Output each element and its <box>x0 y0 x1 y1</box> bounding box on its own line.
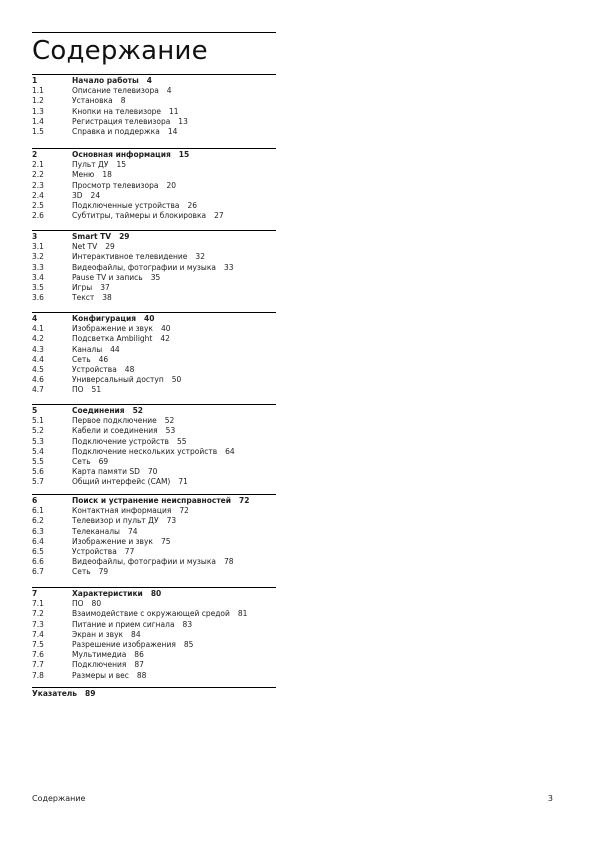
toc-entry[interactable] <box>32 416 276 426</box>
entry-title-line <box>72 547 276 557</box>
toc-chapter-entry[interactable] <box>32 76 276 86</box>
entry-title: Net TV <box>72 242 98 252</box>
chapter-title-line <box>72 232 276 242</box>
toc-chapter-entry[interactable] <box>32 406 276 416</box>
entry-number: 4.6 <box>32 375 44 385</box>
entry-number: 3.1 <box>32 242 44 252</box>
toc-entry[interactable] <box>32 506 276 516</box>
toc-section <box>32 230 276 303</box>
entry-page: 37 <box>100 282 110 292</box>
entry-page: 50 <box>171 375 182 385</box>
entry-title: Взаимодействие с окружающей средой <box>72 609 230 619</box>
toc-entry[interactable] <box>32 609 276 619</box>
entry-title-line <box>72 620 276 630</box>
entry-number: 6.3 <box>32 526 44 536</box>
toc-entry[interactable] <box>32 355 276 365</box>
entry-number: 6.4 <box>32 536 44 546</box>
entry-title-line <box>72 365 276 375</box>
entry-title-line <box>72 640 276 650</box>
entry-number: 7.4 <box>32 629 44 639</box>
toc-entry[interactable] <box>32 557 276 567</box>
entry-number: 2.4 <box>32 190 44 200</box>
entry-number: 3.3 <box>32 262 44 272</box>
entry-page: 35 <box>150 272 161 282</box>
toc-entry[interactable] <box>32 477 276 487</box>
entry-title-line <box>72 516 276 526</box>
entry-title: Кабели и соединения <box>72 426 158 436</box>
entry-page: 64 <box>225 446 235 456</box>
toc-entry[interactable] <box>32 567 276 577</box>
entry-title-line <box>72 567 276 577</box>
entry-number: 4.1 <box>32 324 44 334</box>
entry-title: Подключения <box>72 660 127 670</box>
index-page: 89 <box>85 689 96 698</box>
entry-title-line <box>72 345 276 355</box>
entry-title: ПО <box>72 385 84 395</box>
toc-index-entry[interactable] <box>32 687 276 699</box>
entry-number: 5.2 <box>32 426 44 436</box>
toc-entry[interactable] <box>32 107 276 117</box>
entry-title-line <box>72 96 276 106</box>
toc-entry[interactable] <box>32 426 276 436</box>
entry-page: 40 <box>160 324 171 334</box>
chapter-number: 6 <box>32 496 38 505</box>
chapter-page: 80 <box>150 589 162 598</box>
entry-title: Pause TV и запись <box>72 272 143 282</box>
entry-title: Кнопки на телевизоре <box>72 106 162 116</box>
entry-number: 1.4 <box>32 116 44 126</box>
entry-page: 77 <box>124 546 135 556</box>
toc-entry[interactable] <box>32 457 276 467</box>
toc-entry[interactable] <box>32 660 276 670</box>
entry-title-line <box>72 273 276 283</box>
entry-page: 46 <box>98 354 109 364</box>
entry-page: 44 <box>110 344 120 354</box>
chapter-page: 4 <box>146 76 152 85</box>
toc-entry[interactable] <box>32 671 276 681</box>
entry-title-line <box>72 107 276 117</box>
entry-number: 1.3 <box>32 106 44 116</box>
entry-page: 75 <box>160 536 171 546</box>
chapter-number: 1 <box>32 76 38 85</box>
entry-page: 88 <box>136 670 147 680</box>
toc-entry[interactable] <box>32 447 276 457</box>
entry-title-line <box>72 457 276 467</box>
entry-title: Справка и поддержка <box>72 126 160 136</box>
toc-entry[interactable] <box>32 86 276 96</box>
entry-title-line <box>72 477 276 487</box>
entry-number: 1.1 <box>32 86 44 96</box>
entry-title-line <box>72 671 276 681</box>
entry-page: 86 <box>134 650 144 660</box>
toc-entry[interactable] <box>32 375 276 385</box>
chapter-title: Характеристики <box>72 589 143 598</box>
toc-entry[interactable] <box>32 537 276 547</box>
entry-title-line <box>72 334 276 344</box>
toc-section <box>32 312 276 396</box>
chapter-title: Основная информация <box>72 150 171 159</box>
toc-entry[interactable] <box>32 283 276 293</box>
entry-number: 5.5 <box>32 456 44 466</box>
chapter-title-line <box>72 496 276 506</box>
entry-number: 1.5 <box>32 126 44 136</box>
chapter-title: Начало работы <box>72 76 139 85</box>
entry-page: 15 <box>116 160 127 170</box>
toc-entry[interactable] <box>32 630 276 640</box>
entry-title-line <box>72 181 276 191</box>
entry-number: 7.5 <box>32 639 44 649</box>
chapter-title-line <box>72 150 276 160</box>
entry-page: 72 <box>179 506 189 516</box>
toc-entry[interactable] <box>32 242 276 252</box>
entry-title-line <box>72 447 276 457</box>
entry-title-line <box>72 385 276 395</box>
chapter-number: 5 <box>32 406 38 415</box>
chapter-page: 15 <box>178 150 190 159</box>
toc-section <box>32 148 276 221</box>
entry-title: Подсветка Ambilight <box>72 334 153 344</box>
chapter-title-line <box>72 314 276 324</box>
toc-entry[interactable] <box>32 160 276 170</box>
entry-title: Устройства <box>72 546 117 556</box>
entry-title: Меню <box>72 170 95 180</box>
entry-title-line <box>72 630 276 640</box>
entry-number: 2.6 <box>32 211 44 221</box>
entry-number: 5.1 <box>32 416 44 426</box>
entry-page: 81 <box>237 609 248 619</box>
footer-label: Содержание <box>32 794 86 803</box>
entry-page: 20 <box>166 180 177 190</box>
entry-number: 4.5 <box>32 364 44 374</box>
entry-page: 51 <box>91 385 102 395</box>
entry-page: 26 <box>187 200 198 210</box>
entry-title-line <box>72 86 276 96</box>
chapter-title-line <box>72 406 276 416</box>
entry-number: 6.2 <box>32 516 44 526</box>
entry-title-line <box>72 537 276 547</box>
toc-entry[interactable] <box>32 96 276 106</box>
entry-title-line <box>72 127 276 137</box>
entry-page: 80 <box>91 599 102 609</box>
toc-chapter-entry[interactable] <box>32 496 276 506</box>
entry-page: 48 <box>124 364 135 374</box>
entry-page: 14 <box>167 126 178 136</box>
entry-title: Общий интерфейс (CAM) <box>72 477 171 487</box>
entry-title-line <box>72 324 276 334</box>
entry-title-line <box>72 416 276 426</box>
toc-entry[interactable] <box>32 437 276 447</box>
entry-page: 55 <box>176 436 187 446</box>
entry-title: Текст <box>72 293 95 303</box>
entry-title: Игры <box>72 282 93 292</box>
toc-entry[interactable] <box>32 211 276 221</box>
entry-title: Подключение нескольких устройств <box>72 446 218 456</box>
entry-title-line <box>72 283 276 293</box>
entry-page: 71 <box>178 477 188 487</box>
entry-number: 7.8 <box>32 670 44 680</box>
entry-title: Размеры и вес <box>72 670 129 680</box>
entry-title: Сеть <box>72 567 91 577</box>
entry-number: 3.6 <box>32 293 44 303</box>
chapter-number: 3 <box>32 232 38 241</box>
entry-title-line <box>72 293 276 303</box>
entry-page: 53 <box>165 426 176 436</box>
entry-title-line <box>72 527 276 537</box>
entry-title: Установка <box>72 96 113 106</box>
entry-number: 7.7 <box>32 660 44 670</box>
toc-entry[interactable] <box>32 385 276 395</box>
toc-entry[interactable] <box>32 252 276 262</box>
entry-page: 13 <box>178 116 188 126</box>
entry-page: 70 <box>147 467 158 477</box>
entry-title: Экран и звук <box>72 629 124 639</box>
toc-entry[interactable] <box>32 527 276 537</box>
entry-title: Питание и прием сигнала <box>72 619 175 629</box>
entry-number: 6.1 <box>32 506 44 516</box>
entry-page: 83 <box>182 619 193 629</box>
chapter-number: 2 <box>32 150 38 159</box>
entry-title: Изображение и звук <box>72 324 153 334</box>
entry-title-line <box>72 211 276 221</box>
entry-number: 7.3 <box>32 619 44 629</box>
entry-number: 4.3 <box>32 344 44 354</box>
toc-entry[interactable] <box>32 263 276 273</box>
entry-title-line <box>72 201 276 211</box>
chapter-number: 4 <box>32 314 38 323</box>
entry-title-line <box>72 557 276 567</box>
toc-chapter-entry[interactable] <box>32 232 276 242</box>
entry-title: Видеофайлы, фотографии и музыка <box>72 262 216 272</box>
toc-entry[interactable] <box>32 324 276 334</box>
entry-number: 7.6 <box>32 650 44 660</box>
entry-number: 3.5 <box>32 282 44 292</box>
entry-title: Телеканалы <box>72 526 120 536</box>
entry-page: 18 <box>102 170 112 180</box>
entry-title-line <box>72 660 276 670</box>
entry-number: 4.4 <box>32 354 44 364</box>
toc-entry[interactable] <box>32 650 276 660</box>
toc-section <box>32 494 276 578</box>
entry-title: Универсальный доступ <box>72 375 164 385</box>
entry-number: 3.2 <box>32 252 44 262</box>
toc-entry[interactable] <box>32 334 276 344</box>
entry-number: 5.7 <box>32 477 44 487</box>
toc-entry[interactable] <box>32 293 276 303</box>
entry-title-line <box>72 117 276 127</box>
entry-number: 2.2 <box>32 170 44 180</box>
entry-number: 3.4 <box>32 272 44 282</box>
chapter-title: Соединения <box>72 406 125 415</box>
entry-title: Первое подключение <box>72 416 157 426</box>
entry-page: 8 <box>120 96 126 106</box>
entry-page: 27 <box>214 211 224 221</box>
toc-chapter-entry[interactable] <box>32 589 276 599</box>
entry-page: 78 <box>223 557 234 567</box>
entry-title: 3D <box>72 190 83 200</box>
entry-number: 7.2 <box>32 609 44 619</box>
entry-title-line <box>72 467 276 477</box>
entry-title: Видеофайлы, фотографии и музыка <box>72 557 216 567</box>
toc-entry[interactable] <box>32 620 276 630</box>
entry-number: 6.5 <box>32 546 44 556</box>
toc-section <box>32 404 276 488</box>
entry-number: 6.7 <box>32 567 44 577</box>
toc-section <box>32 74 276 137</box>
toc-entry[interactable] <box>32 170 276 180</box>
entry-title: Регистрация телевизора <box>72 116 171 126</box>
chapter-title: Поиск и устранение неисправностей <box>72 496 232 505</box>
entry-title-line <box>72 426 276 436</box>
entry-number: 5.6 <box>32 467 44 477</box>
entry-title-line <box>72 650 276 660</box>
chapter-title-line <box>72 589 276 599</box>
chapter-number: 7 <box>32 589 38 598</box>
chapter-title-line <box>72 76 276 86</box>
entry-page: 84 <box>131 629 141 639</box>
entry-number: 5.4 <box>32 446 44 456</box>
entry-title-line <box>72 355 276 365</box>
entry-number: 2.5 <box>32 200 44 210</box>
entry-number: 1.2 <box>32 96 44 106</box>
entry-title: Карта памяти SD <box>72 467 140 477</box>
toc-chapter-entry[interactable] <box>32 150 276 160</box>
entry-title: Пульт ДУ <box>72 160 109 170</box>
chapter-title: Конфигурация <box>72 314 137 323</box>
toc-section <box>32 587 276 681</box>
toc-entry[interactable] <box>32 181 276 191</box>
toc-entry[interactable] <box>32 516 276 526</box>
entry-page: 33 <box>223 262 234 272</box>
entry-number: 2.1 <box>32 160 44 170</box>
entry-title: Подключение устройств <box>72 436 169 446</box>
entry-title: Каналы <box>72 344 103 354</box>
entry-title: Изображение и звук <box>72 536 153 546</box>
entry-title: Сеть <box>72 354 91 364</box>
footer-page-number: 3 <box>547 794 553 803</box>
entry-title: Телевизор и пульт ДУ <box>72 516 159 526</box>
entry-number: 6.6 <box>32 557 44 567</box>
entry-title-line <box>72 375 276 385</box>
entry-page: 4 <box>166 86 172 96</box>
entry-page: 79 <box>98 567 109 577</box>
entry-title: ПО <box>72 599 84 609</box>
entry-title-line <box>72 263 276 273</box>
toc-entry[interactable] <box>32 365 276 375</box>
toc-entry[interactable] <box>32 273 276 283</box>
toc-entry[interactable] <box>32 127 276 137</box>
chapter-title: Smart TV <box>72 232 112 241</box>
entry-number: 5.3 <box>32 436 44 446</box>
title-rule <box>32 32 276 33</box>
entry-title: Разрешение изображения <box>72 639 176 649</box>
entry-title-line <box>72 599 276 609</box>
toc-entry[interactable] <box>32 547 276 557</box>
entry-title-line <box>72 252 276 262</box>
chapter-page: 52 <box>132 406 144 415</box>
entry-number: 2.3 <box>32 180 44 190</box>
entry-title: Субтитры, таймеры и блокировка <box>72 211 207 221</box>
entry-page: 29 <box>105 242 115 252</box>
chapter-page: 29 <box>119 232 130 241</box>
entry-title-line <box>72 437 276 447</box>
toc-entry[interactable] <box>32 467 276 477</box>
chapter-page: 40 <box>144 314 155 323</box>
index-title: Указатель <box>32 689 78 698</box>
entry-page: 69 <box>98 456 109 466</box>
entry-page: 24 <box>90 190 101 200</box>
entry-title-line <box>72 242 276 252</box>
entry-title: Контактная информация <box>72 506 172 516</box>
entry-page: 42 <box>160 334 170 344</box>
entry-title-line <box>72 160 276 170</box>
entry-page: 11 <box>169 106 179 116</box>
entry-number: 4.2 <box>32 334 44 344</box>
entry-title-line <box>72 191 276 201</box>
entry-number: 7.1 <box>32 599 44 609</box>
entry-title: Сеть <box>72 456 91 466</box>
entry-page: 85 <box>183 639 194 649</box>
toc-entry[interactable] <box>32 345 276 355</box>
toc-entry[interactable] <box>32 599 276 609</box>
entry-number: 4.7 <box>32 385 44 395</box>
entry-title: Просмотр телевизора <box>72 180 159 190</box>
entry-page: 87 <box>134 660 144 670</box>
entry-title-line <box>72 609 276 619</box>
entry-title: Интерактивное телевидение <box>72 252 188 262</box>
entry-page: 74 <box>127 526 138 536</box>
page-title: Содержание <box>32 36 208 66</box>
entry-title-line <box>72 506 276 516</box>
toc-entry[interactable] <box>32 117 276 127</box>
entry-title: Мультимедиа <box>72 650 127 660</box>
entry-title: Устройства <box>72 364 117 374</box>
toc-entry[interactable] <box>32 640 276 650</box>
entry-page: 52 <box>164 416 175 426</box>
toc-entry[interactable] <box>32 191 276 201</box>
entry-title: Описание телевизора <box>72 86 159 96</box>
toc-entry[interactable] <box>32 201 276 211</box>
entry-page: 38 <box>102 293 112 303</box>
chapter-page: 72 <box>239 496 250 505</box>
entry-page: 73 <box>166 516 177 526</box>
entry-title: Подключенные устройства <box>72 200 180 210</box>
entry-page: 32 <box>195 252 205 262</box>
entry-title-line <box>72 170 276 180</box>
toc-chapter-entry[interactable] <box>32 314 276 324</box>
